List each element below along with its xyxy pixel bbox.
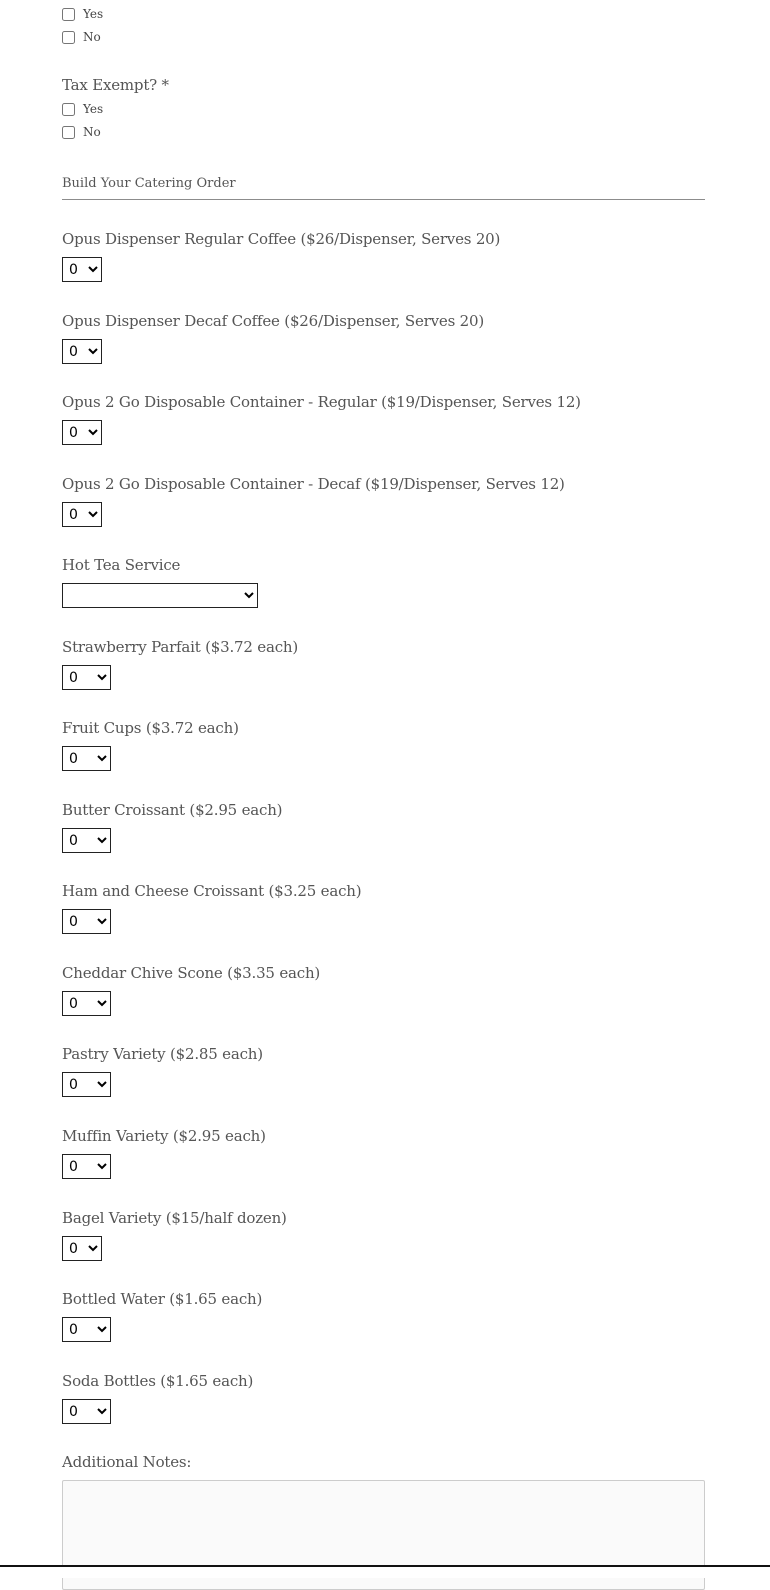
item-label-strawberry-parfait: Strawberry Parfait ($3.72 each) (62, 638, 299, 656)
item-label-cheddar-chive-scone: Cheddar Chive Scone ($3.35 each) (62, 964, 321, 982)
item-label-decaf-coffee: Opus Dispenser Decaf Coffee ($26/Dispenser, Serves 20) (62, 312, 485, 330)
2go-decaf-quantity-select[interactable] (62, 502, 102, 527)
tax-exempt-no-checkbox[interactable] (62, 126, 75, 139)
soda-bottles-quantity-select[interactable] (62, 1399, 111, 1424)
top-question-option-no (62, 29, 101, 45)
cheddar-chive-scone-quantity-select[interactable] (62, 991, 111, 1016)
tax-exempt-option-no (62, 124, 101, 140)
item-label-fruit-cups: Fruit Cups ($3.72 each) (62, 719, 239, 737)
tax-exempt-no-label: No (83, 125, 101, 139)
top-question-no-label: No (83, 30, 101, 44)
item-label-butter-croissant: Butter Croissant ($2.95 each) (62, 801, 283, 819)
item-label-2go-regular: Opus 2 Go Disposable Container - Regular ($19/Dispenser, Serves 12) (62, 393, 581, 411)
item-label-regular-coffee: Opus Dispenser Regular Coffee ($26/Dispenser, Serves 20) (62, 230, 501, 248)
top-question-no-checkbox[interactable] (62, 31, 75, 44)
decaf-coffee-quantity-select[interactable] (62, 339, 102, 364)
section-title: Build Your Catering Order (62, 176, 236, 191)
item-label-bagel-variety: Bagel Variety ($15/half dozen) (62, 1209, 287, 1227)
2go-regular-quantity-select[interactable] (62, 420, 102, 445)
top-question-option-yes (62, 6, 103, 22)
bagel-variety-quantity-select[interactable] (62, 1236, 102, 1261)
fruit-cups-quantity-select[interactable] (62, 746, 111, 771)
section-divider (62, 199, 705, 200)
butter-croissant-quantity-select[interactable] (62, 828, 111, 853)
hot-tea-service-select[interactable] (62, 583, 258, 608)
ham-cheese-croissant-quantity-select[interactable] (62, 909, 111, 934)
regular-coffee-quantity-select[interactable] (62, 257, 102, 282)
viewport-bottom-edge (0, 1565, 770, 1578)
top-question-yes-label: Yes (83, 7, 104, 21)
item-label-pastry-variety: Pastry Variety ($2.85 each) (62, 1045, 263, 1063)
item-label-bottled-water: Bottled Water ($1.65 each) (62, 1290, 263, 1308)
muffin-variety-quantity-select[interactable] (62, 1154, 111, 1179)
bottled-water-quantity-select[interactable] (62, 1317, 111, 1342)
item-label-ham-cheese-croissant: Ham and Cheese Croissant ($3.25 each) (62, 882, 362, 900)
item-label-muffin-variety: Muffin Variety ($2.95 each) (62, 1127, 266, 1145)
pastry-variety-quantity-select[interactable] (62, 1072, 111, 1097)
item-label-soda-bottles: Soda Bottles ($1.65 each) (62, 1372, 254, 1390)
tax-exempt-option-yes (62, 101, 103, 117)
additional-notes-label: Additional Notes: (62, 1453, 192, 1471)
tax-exempt-yes-checkbox[interactable] (62, 103, 75, 116)
tax-exempt-yes-label: Yes (83, 102, 104, 116)
strawberry-parfait-quantity-select[interactable] (62, 665, 111, 690)
top-question-yes-checkbox[interactable] (62, 8, 75, 21)
tax-exempt-label: Tax Exempt? * (62, 76, 169, 94)
item-label-hot-tea: Hot Tea Service (62, 556, 181, 574)
item-label-2go-decaf: Opus 2 Go Disposable Container - Decaf ($19/Dispenser, Serves 12) (62, 475, 565, 493)
